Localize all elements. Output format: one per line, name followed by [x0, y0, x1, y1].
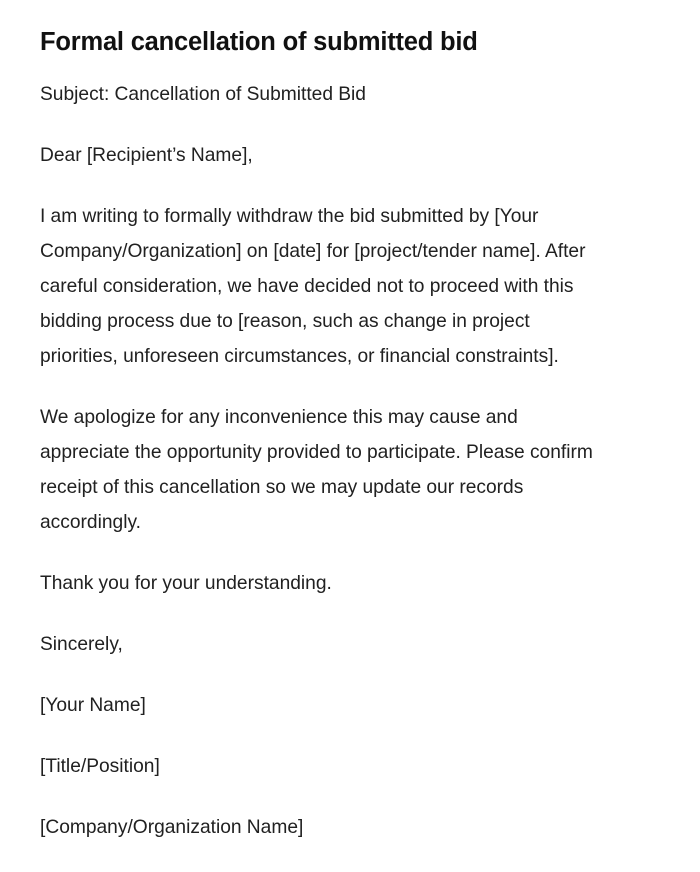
subject-line: Subject: Cancellation of Submitted Bid	[40, 83, 366, 105]
letter-body	[40, 77, 660, 845]
paragraph-withdrawal: I am writing to formally withdraw the bid submitted by [Your Company/Organization] on [date] for [project/tender name]. After careful consideration, we have decided not to proceed with this bidding process due to [reason, such as change in project priorities, unforeseen circumstances, or financial constraints].	[40, 205, 586, 367]
page-title: Formal cancellation of submitted bid	[40, 28, 478, 56]
paragraph-apology: We apologize for any inconvenience this may cause and appreciate the opportunity provided to participate. Please confirm receipt of this cancellation so we may update our records accordingly.	[40, 406, 593, 533]
closing-sincerely: Sincerely,	[40, 633, 123, 655]
signature-title: [Title/Position]	[40, 755, 160, 777]
salutation: Dear [Recipient’s Name],	[40, 144, 253, 166]
signature-company: [Company/Organization Name]	[40, 816, 304, 838]
paragraph-thanks: Thank you for your understanding.	[40, 572, 332, 594]
signature-name: [Your Name]	[40, 694, 146, 716]
